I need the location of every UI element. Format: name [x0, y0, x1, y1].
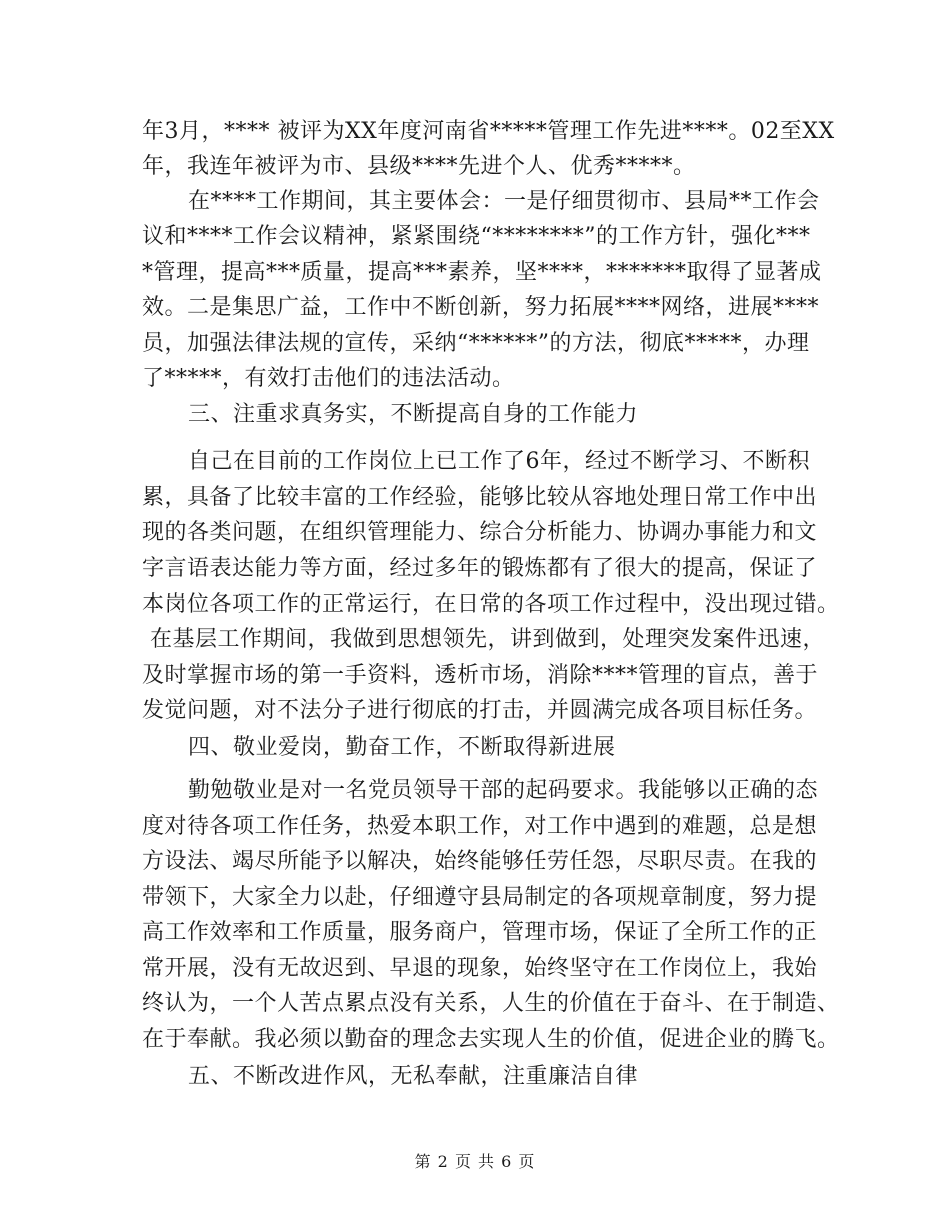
- section-heading: 五、不断改进作风，无私奉献，注重廉洁自律: [188, 1064, 639, 1089]
- text-line: 常开展，没有无故迟到、早退的现象，始终坚守在工作岗位上，我始: [142, 956, 818, 981]
- text-line: 发觉问题，对不法分子进行彻底的打击，并圆满完成各项目标任务。: [142, 698, 818, 723]
- text-line: 自己在目前的工作岗位上已工作了6年，经过不断学习、不断积: [188, 449, 810, 474]
- text-line: 在于奉献。我必须以勤奋的理念去实现人生的价值，促进企业的腾飞。: [142, 1027, 840, 1052]
- page-number-footer: 第 2 页 共 6 页: [414, 1152, 536, 1171]
- text-line: 员，加强法律法规的宣传，采纳“******”的方法，彻底*****，办理: [142, 331, 810, 356]
- text-line: 累，具备了比较丰富的工作经验，能够比较从容地处理日常工作中出: [142, 485, 818, 510]
- text-line: 及时掌握市场的第一手资料，透析市场，消除****管理的盲点，善于: [142, 663, 819, 688]
- text-line: 效。二是集思广益，工作中不断创新，努力拓展****网络，进展****: [142, 295, 820, 320]
- text-line: 年，我连年被评为市、县级****先进个人、优秀*****。: [142, 154, 696, 179]
- text-line: 勤勉敬业是对一名党员领导干部的起码要求。我能够以正确的态: [188, 778, 819, 803]
- text-line: 议和****工作会议精神，紧紧围绕“********”的工作方针，强化***: [142, 224, 811, 249]
- text-line: 字言语表达能力等方面，经过多年的锻炼都有了很大的提高，保证了: [142, 556, 818, 581]
- text-line: 方设法、竭尽所能予以解决，始终能够任劳任怨，尽职尽责。在我的: [142, 849, 818, 874]
- text-line: 本岗位各项工作的正常运行，在日常的各项工作过程中，没出现过错。: [142, 592, 840, 617]
- text-line: 度对待各项工作任务，热爱本职工作，对工作中遇到的难题，总是想: [142, 814, 818, 839]
- section-heading: 四、敬业爱岗，勤奋工作，不断取得新进展: [188, 735, 616, 760]
- text-line: 在****工作期间，其主要体会：一是仔细贯彻市、县局**工作会: [188, 189, 820, 214]
- section-heading: 三、注重求真务实，不断提高自身的工作能力: [188, 402, 639, 427]
- text-line: 年3月，**** 被评为XX年度河南省*****管理工作先进****。02至XX: [142, 119, 835, 144]
- text-line: 终认为，一个人苦点累点没有关系，人生的价值在于奋斗、在于制造、: [142, 991, 840, 1016]
- text-line: 现的各类问题，在组织管理能力、综合分析能力、协调办事能力和文: [142, 520, 818, 545]
- text-line: 在基层工作期间，我做到思想领先，讲到做到，处理突发案件迅速，: [150, 627, 826, 652]
- text-line: 高工作效率和工作质量，服务商户，管理市场，保证了全所工作的正: [142, 920, 818, 945]
- text-line: 了*****，有效打击他们的违法活动。: [142, 366, 515, 391]
- text-line: *管理，提高***质量，提高***素养，坚****，*******取得了显著成: [142, 260, 822, 285]
- text-line: 带领下，大家全力以赴，仔细遵守县局制定的各项规章制度，努力提: [142, 885, 818, 910]
